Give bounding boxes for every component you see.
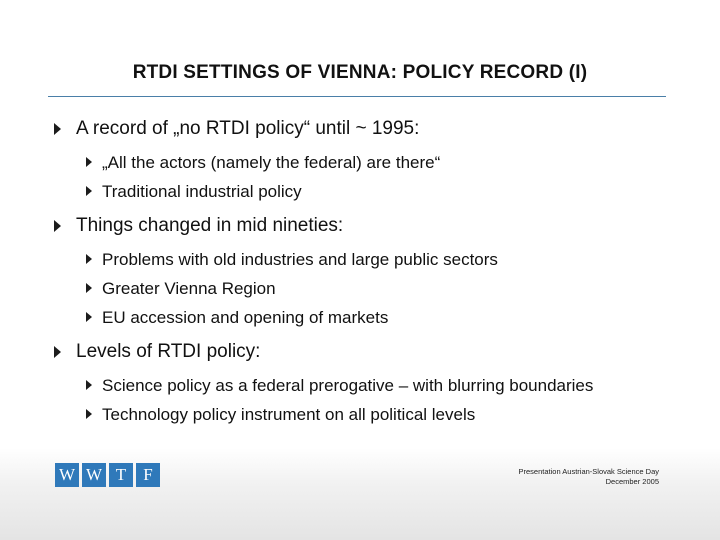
sub-bullet-item	[86, 278, 622, 299]
sub-bullet-arrow-icon	[86, 409, 92, 419]
logo-letter: W	[82, 463, 106, 487]
footer-band	[0, 448, 720, 540]
bullet-arrow-icon	[54, 220, 61, 232]
bullet-text: Levels of RTDI policy:	[76, 341, 261, 362]
sub-bullet-item	[86, 404, 622, 425]
sub-bullet-arrow-icon	[86, 283, 92, 293]
logo-letter: F	[136, 463, 160, 487]
sub-bullet-text: Traditional industrial policy	[102, 182, 302, 201]
logo-letter: W	[55, 463, 79, 487]
bullet-arrow-icon	[54, 346, 61, 358]
bullet-text: Things changed in mid nineties:	[76, 215, 344, 236]
sub-bullet-item	[86, 249, 622, 270]
bullet-arrow-icon	[54, 123, 61, 135]
sub-bullet-item	[86, 152, 622, 173]
bullet-text: A record of „no RTDI policy“ until ~ 1995:	[76, 118, 420, 139]
sub-bullet-text: Technology policy instrument on all political levels	[102, 405, 476, 424]
footer-line-1: Presentation Austrian-Slovak Science Day	[518, 467, 659, 476]
sub-bullet-text: „All the actors (namely the federal) are there“	[102, 153, 441, 172]
sub-bullet-arrow-icon	[86, 186, 92, 196]
footer-caption	[519, 467, 660, 487]
sub-bullet-arrow-icon	[86, 157, 92, 167]
sub-bullet-arrow-icon	[86, 312, 92, 322]
sub-bullet-item	[86, 375, 622, 396]
sub-bullet-item	[86, 181, 622, 202]
sub-bullet-item	[86, 307, 622, 328]
sub-bullet-text: Science policy as a federal prerogative – with blurring boundaries	[102, 376, 594, 395]
footer-line-2: December 2005	[605, 477, 659, 486]
title-divider	[48, 96, 666, 97]
sub-bullet-arrow-icon	[86, 254, 92, 264]
sub-bullet-arrow-icon	[86, 380, 92, 390]
sub-bullet-text: EU accession and opening of markets	[102, 308, 389, 327]
wwtf-logo	[55, 463, 160, 487]
sub-bullet-text: Problems with old industries and large public sectors	[102, 250, 498, 269]
logo-letter: T	[109, 463, 133, 487]
sub-bullet-text: Greater Vienna Region	[102, 279, 276, 298]
slide-title: RTDI SETTINGS OF VIENNA: POLICY RECORD (I)	[132, 62, 588, 83]
bullet-item	[54, 340, 674, 363]
bullet-item	[54, 214, 674, 237]
bullet-item	[54, 117, 674, 140]
bullet-list	[54, 110, 674, 425]
